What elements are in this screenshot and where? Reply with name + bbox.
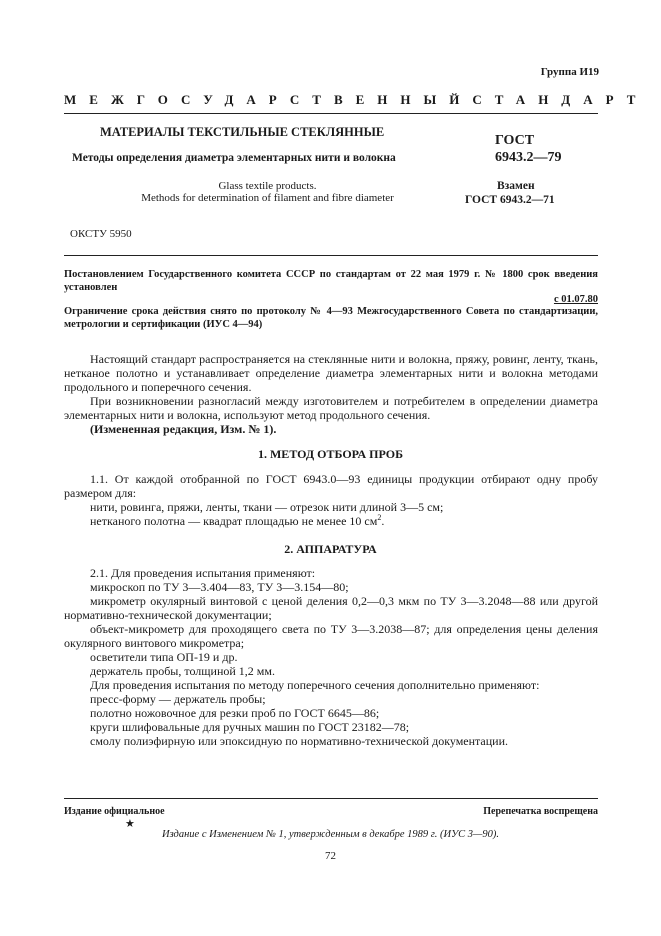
section-2-item: осветители типа ОП-19 и др. — [90, 650, 238, 664]
intro-paragraph-1: Настоящий стандарт распространяется на стеклянные нити и волокна, пряжу, ровинг, ленту, ткань, нетканое полотно и устанавливает определение диаметра элементарных нити и волокна методами продольного и поперечного сечения. — [64, 352, 598, 394]
document-subtitle: Методы определения диаметра элементарных нити и волокна — [72, 152, 396, 164]
banner-right: СТАНДАРТ — [472, 92, 649, 107]
section-1-paragraph-3 — [64, 514, 598, 528]
official-edition-label: Издание официальное — [64, 806, 165, 817]
replaces-standard: ГОСТ 6943.2—71 — [465, 194, 555, 206]
edition-note: Издание с Изменением № 1, утвержденным в декабре 1989 г. (ИУС 3—90). — [162, 829, 499, 840]
footer-rule — [64, 798, 598, 799]
standard-banner — [64, 90, 649, 110]
decree-text: Постановлением Государственного комитета СССР по стандартам от 22 мая 1979 г. № 1800 срок введения установлен — [64, 269, 598, 293]
section-1-paragraph-2: нити, ровинга, пряжи, ленты, ткани — отрезок нити длиной 3—5 см; — [90, 500, 444, 514]
english-title-line1: Glass textile products. — [218, 180, 317, 192]
section-2-item: 2.1. Для проведения испытания применяют: — [90, 566, 316, 580]
section-2-item: Для проведения испытания по методу поперечного сечения дополнительно применяют: — [90, 678, 540, 692]
section-2-heading: 2. АППАРАТУРА — [284, 542, 377, 556]
section-1-heading: 1. МЕТОД ОТБОРА ПРОБ — [257, 447, 403, 461]
section-2-item: полотно ножовочное для резки проб по ГОСТ 6645—86; — [90, 706, 380, 720]
section-2-item: держатель пробы, толщиной 1,2 мм. — [90, 664, 275, 678]
section-2-item: микроскоп по ТУ 3—3.404—83, ТУ 3—3.154—80; — [90, 580, 349, 594]
section-2-item: пресс-форму — держатель пробы; — [90, 692, 266, 706]
decree-date: с 01.07.80 — [553, 294, 598, 305]
section-2-item: круги шлифовальные для ручных машин по ГОСТ 23182—78; — [90, 720, 410, 734]
standard-label: ГОСТ — [495, 133, 535, 148]
section-2-item: микрометр окулярный винтовой с ценой деления 0,2—0,3 мкм по ТУ 3—3.2048—88 или другой нормативно-технической документации; — [64, 594, 598, 622]
section-1-paragraph-3-text: нетканого полотна — квадрат площадью не менее 10 см — [90, 514, 378, 528]
banner-left: МЕЖГОСУДАРСТВЕННЫЙ — [64, 92, 473, 107]
standard-number: 6943.2—79 — [495, 150, 562, 165]
replaces-label: Взамен — [497, 180, 535, 192]
okstu-code: ОКСТУ 5950 — [70, 228, 132, 240]
document-title: МАТЕРИАЛЫ ТЕКСТИЛЬНЫЕ СТЕКЛЯННЫЕ — [100, 125, 385, 139]
star-icon: ★ — [125, 818, 135, 830]
english-title-line2: Methods for determination of filament and fibre diameter — [141, 192, 394, 204]
intro-block — [64, 352, 598, 436]
page-number: 72 — [325, 850, 336, 862]
reprint-prohibited-label: Перепечатка воспрещена — [483, 806, 598, 817]
square-superscript: 2 — [377, 513, 382, 522]
group-code: Группа И19 — [540, 66, 599, 78]
limitation-text: Ограничение срока действия снято по протоколу № 4—93 Межгосударственного Совета по стандартизации, метрологии и сертификации (ИУС 4—94) — [64, 306, 598, 330]
section-1-paragraph-3-end: . — [381, 514, 385, 528]
section-2-item: смолу полиэфирную или эпоксидную по нормативно-технической документации. — [90, 734, 509, 748]
top-rule — [64, 113, 598, 114]
section-1-paragraph-1: 1.1. От каждой отобранной по ГОСТ 6943.0—93 единицы продукции отбирают одну пробу размером для: — [64, 472, 598, 500]
section-2-body — [64, 566, 598, 748]
intro-paragraph-2: При возникновении разногласий между изготовителем и потребителем в определении диаметра элементарных нити и волокна, используют метод продольного сечения. — [64, 394, 598, 422]
intro-amendment-note: (Измененная редакция, Изм. № 1). — [90, 422, 277, 436]
section-2-item: объект-микрометр для проходящего света по ТУ 3—3.2038—87; для определения цены деления окулярного винтового микрометра; — [64, 622, 598, 650]
section-1-body — [64, 472, 598, 528]
middle-rule — [64, 255, 598, 256]
